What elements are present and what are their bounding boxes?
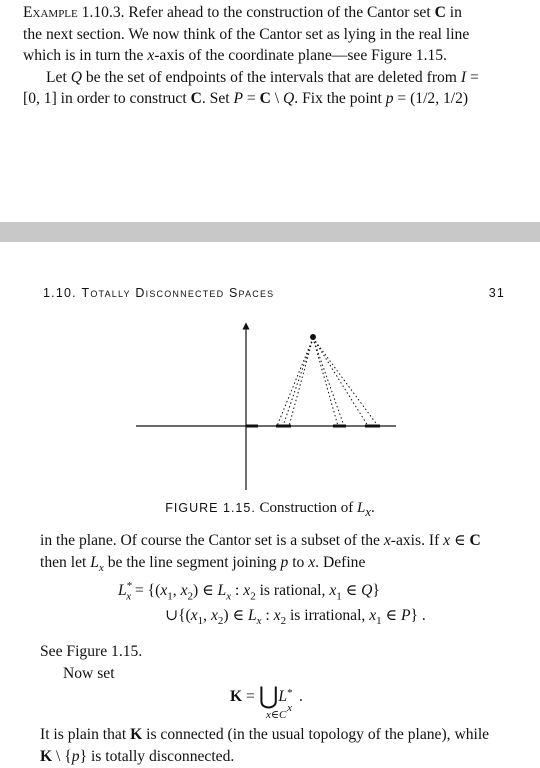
text-run: is irrational,	[286, 607, 370, 624]
text-run: ,	[172, 582, 181, 600]
eq2-sub: x	[287, 702, 292, 714]
text-run: p	[71, 747, 80, 765]
text-run: 1	[376, 615, 382, 628]
example-line-4	[46, 67, 479, 89]
text-run: -axis. If	[390, 532, 444, 549]
text-run: *	[126, 580, 133, 592]
equation-1-line-2	[165, 606, 426, 627]
text-run: L	[90, 553, 99, 571]
text-run: 1	[336, 590, 342, 603]
final-line-1	[40, 724, 489, 746]
text-run: is rational,	[255, 582, 330, 600]
final-line-2	[40, 746, 234, 768]
text-run: 2	[187, 590, 193, 603]
text-run: x	[98, 561, 104, 574]
text-run: } .	[410, 607, 426, 624]
text-run: ∈	[341, 582, 362, 600]
page-separator	[0, 222, 540, 242]
eq2-dot: .	[295, 688, 303, 705]
example-line-2	[23, 24, 469, 46]
text-run: Example	[23, 4, 78, 21]
body-line-1	[40, 530, 481, 552]
text-run: 2	[250, 590, 256, 603]
figure-label: FIGURE 1.15.	[165, 501, 256, 515]
text-run: ) ∈	[193, 582, 218, 600]
equation-1-line-1	[118, 580, 380, 602]
text-run: to	[288, 553, 309, 571]
text-run: . Set	[201, 90, 234, 107]
text-run: = {(	[131, 582, 161, 600]
union-index: x∈C	[266, 709, 287, 721]
text-run: 1	[197, 615, 204, 628]
text-run: x	[160, 582, 168, 600]
page-31	[0, 242, 540, 768]
text-run: x	[147, 47, 155, 64]
text-run: K	[130, 726, 143, 743]
caption-sub: x	[365, 505, 371, 519]
text-run: . Define	[315, 553, 366, 571]
eq2-sup: *	[287, 687, 293, 699]
example-line-5	[23, 88, 468, 110]
point-p	[310, 334, 316, 340]
text-run: L	[217, 582, 227, 600]
text-run: C	[259, 90, 271, 107]
text-run: x	[210, 607, 218, 624]
text-run: Q	[283, 90, 295, 107]
text-run: =	[243, 90, 260, 107]
text-run: x	[190, 607, 198, 624]
page-number: 31	[488, 286, 505, 300]
body-line-2	[40, 552, 365, 580]
text-run: x	[329, 582, 337, 600]
eq2-term: L	[278, 688, 288, 705]
see-figure-text: See Figure 1.15.	[40, 643, 143, 660]
example-line-1	[23, 2, 462, 24]
text-run: the next section. We now think of the Cantor set as lying in the real line	[23, 25, 470, 43]
text-run: . Fix the point	[294, 90, 386, 107]
text-run: \ {	[52, 747, 72, 765]
running-head-section: 1.10.	[43, 286, 77, 300]
text-run: -axis of the coordinate plane—see Figure 1.15.	[154, 47, 447, 64]
eq2-lhs: K	[230, 688, 243, 705]
text-run: [0, 1] in order to construct	[23, 90, 191, 107]
text-run: in	[445, 4, 462, 21]
text-run: \	[270, 90, 284, 107]
text-run: x	[443, 532, 451, 549]
text-run: x	[369, 607, 377, 624]
text-run: x	[273, 607, 281, 624]
text-run: x	[308, 553, 316, 571]
text-run: Q	[70, 68, 82, 86]
text-run: be the line segment joining	[103, 553, 281, 571]
text-run: K	[40, 747, 53, 765]
text-run: ∈	[381, 607, 401, 624]
equation-2	[230, 682, 303, 722]
text-run: Q	[361, 582, 373, 600]
running-head-title: Totally Disconnected Spaces	[81, 286, 275, 300]
text-run: C	[469, 532, 481, 549]
figure-caption	[0, 500, 540, 520]
text-run: ∪{(	[165, 607, 191, 624]
text-run: C	[190, 90, 202, 107]
text-run: P	[401, 607, 411, 624]
text-run: 2	[280, 615, 287, 628]
text-run: which is in turn the	[23, 47, 148, 64]
text-run: 2	[217, 615, 224, 628]
now-set-text: Now set	[63, 664, 115, 682]
text-run: ∈	[450, 532, 470, 549]
text-run: = (1/2, 1/2)	[393, 90, 469, 107]
text-run: It is plain that	[40, 726, 131, 743]
text-run: is connected (in the usual topology of the plane), while	[142, 726, 490, 743]
dotted-segments	[277, 338, 378, 426]
text-run: then let	[40, 553, 91, 571]
text-run: x	[256, 615, 262, 628]
text-run: p	[280, 553, 289, 571]
text-run: p	[385, 90, 394, 107]
text-run: :	[231, 582, 244, 600]
text-run: P	[233, 90, 244, 107]
text-run: be the set of endpoints of the intervals that are deleted from	[81, 68, 461, 86]
text-run: }	[372, 582, 380, 600]
text-run: x	[243, 582, 251, 600]
text-run: } is totally disconnected.	[79, 747, 235, 765]
text-run: L	[118, 582, 127, 600]
text-run: L	[247, 607, 257, 624]
text-run: 1	[167, 590, 173, 603]
caption-math: L	[357, 500, 366, 516]
previous-page-fragment	[0, 0, 540, 222]
text-run: C	[434, 4, 446, 21]
text-run: Let	[46, 68, 71, 86]
eq2-equals: =	[242, 688, 259, 705]
caption-end: .	[370, 500, 375, 516]
caption-text: Construction of	[255, 500, 358, 516]
text-run: ) ∈	[223, 607, 248, 624]
text-run: 1.10.3. Refer ahead to the construction of the Cantor set	[77, 4, 435, 21]
running-head	[43, 286, 505, 300]
example-line-3	[23, 45, 447, 67]
text-run: in the plane. Of course the Cantor set is a subset of the	[40, 532, 384, 549]
text-run: ,	[203, 607, 211, 624]
cantor-figure	[0, 320, 540, 510]
text-run: x	[383, 532, 391, 549]
text-run: :	[261, 607, 274, 624]
text-run: x	[126, 590, 132, 603]
text-run: x	[226, 590, 232, 603]
big-union-symbol: ⋃	[258, 684, 279, 710]
text-run: I	[460, 68, 467, 86]
text-run: x	[180, 582, 188, 600]
text-run: =	[466, 68, 479, 86]
